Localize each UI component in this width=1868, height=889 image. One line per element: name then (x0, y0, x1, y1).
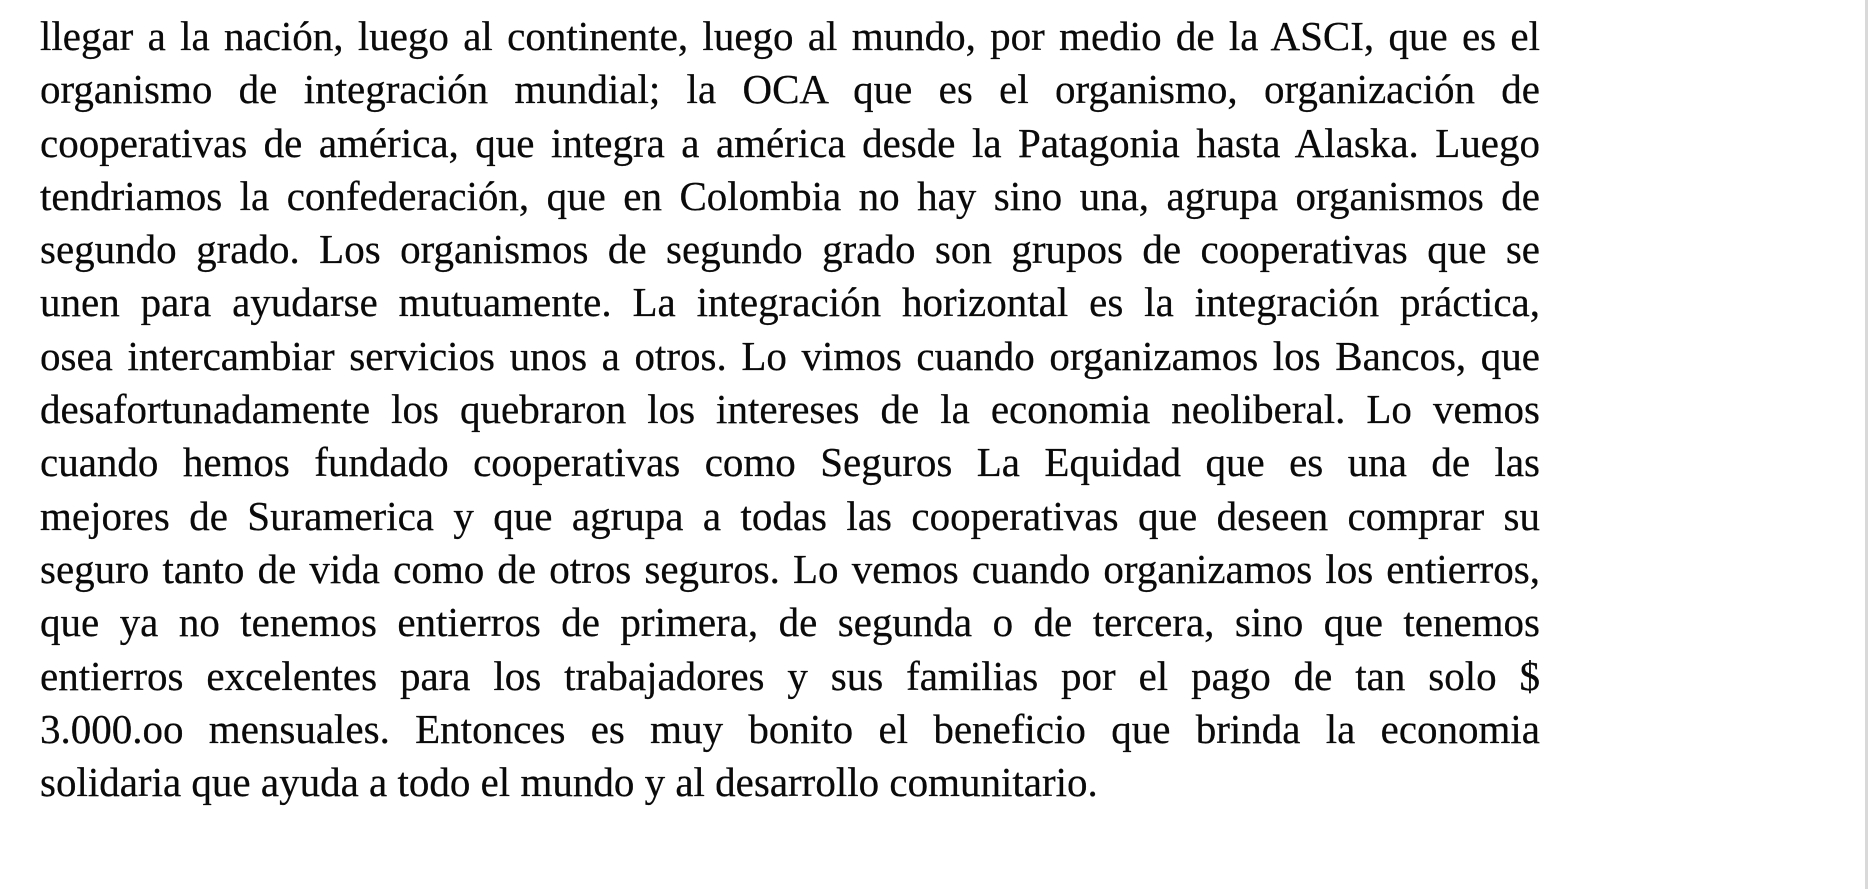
text-line: seguro tanto de vida como de otros seguros. Lo vemos cuando organizamos los entierros, (40, 545, 1540, 592)
text-line: tendriamos la confederación, que en Colombia no hay sino una, agrupa organismos de (40, 172, 1540, 219)
text-line: entierros excelentes para los trabajadores y sus familias por el pago de tan solo $ (40, 652, 1540, 699)
text-line: llegar a la nación, luego al continente, luego al mundo, por medio de la ASCI, que es el (40, 13, 1540, 59)
text-line: cooperativas de américa, que integra a américa desde la Patagonia hasta Alaska. Luego (40, 119, 1540, 166)
text-line: 3.000.oo mensuales. Entonces es muy bonito el beneficio que brinda la economia (40, 705, 1540, 752)
paragraph (40, 10, 1540, 809)
text-line: segundo grado. Los organismos de segundo grado son grupos de cooperativas que se (40, 226, 1540, 273)
text-line: desafortunadamente los quebraron los intereses de la economia neoliberal. Lo vemos (40, 386, 1540, 433)
text-line: que ya no tenemos entierros de primera, de segunda o de tercera, sino que tenemos (40, 599, 1540, 646)
text-line: cuando hemos fundado cooperativas como Seguros La Equidad que es una de las (40, 439, 1540, 486)
text-line: mejores de Suramerica y que agrupa a todas las cooperativas que deseen comprar su (40, 492, 1540, 539)
text-line: unen para ayudarse mutuamente. La integración horizontal es la integración práctica, (40, 279, 1540, 326)
text-line: solidaria que ayuda a todo el mundo y al desarrollo comunitario. (40, 759, 1098, 806)
text-line: organismo de integración mundial; la OCA que es el organismo, organización de (40, 66, 1540, 113)
text-line: osea intercambiar servicios unos a otros. Lo vimos cuando organizamos los Bancos, que (40, 332, 1540, 379)
